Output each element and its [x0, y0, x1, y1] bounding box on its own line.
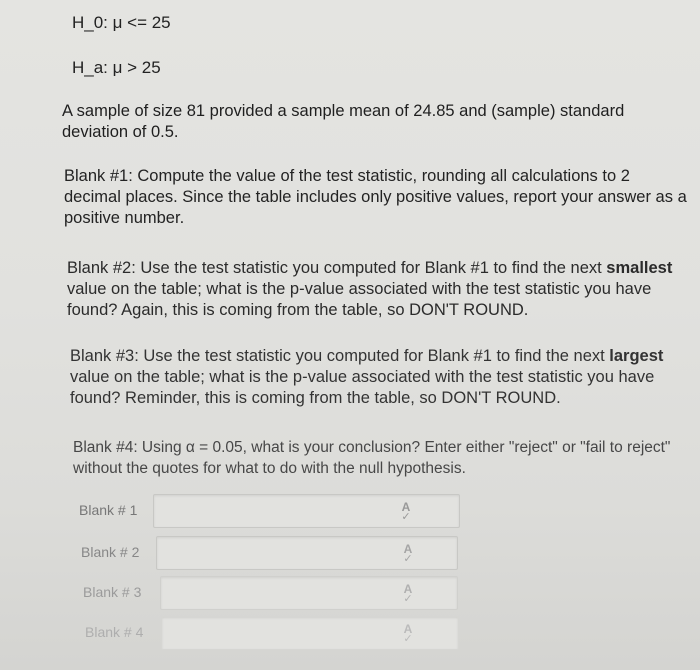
- blank2-emphasis: smallest: [606, 259, 673, 277]
- blank3-instructions: [70, 346, 682, 409]
- blank3-emphasis: largest: [609, 347, 664, 365]
- spellcheck-icon[interactable]: A ✓: [403, 542, 413, 565]
- spellcheck-icon[interactable]: A ✓: [403, 622, 413, 645]
- blank3-text-after: value on the table; what is the p-value associated with the test statistic you have found? Reminder, this is coming from the table, so DON'T ROUND.: [70, 368, 655, 407]
- blank-4-label: Blank # 4: [85, 624, 144, 640]
- blank4-instructions: Blank #4: Using α = 0.05, what is your conclusion? Enter either "reject" or "fail to reject" without the quotes for what to do with the null hypothesis.: [73, 439, 671, 477]
- blank1-instructions: Blank #1: Compute the value of the test statistic, rounding all calculations to 2 decimal places. Since the table includes only positive values, report your answer as a positive number.: [64, 167, 687, 227]
- sample-description: A sample of size 81 provided a sample mean of 24.85 and (sample) standard deviation of 0.5.: [62, 102, 625, 141]
- alternative-hypothesis: H_a: μ > 25: [72, 58, 161, 77]
- blank2-text-before: Blank #2: Use the test statistic you computed for Blank #1 to find the next: [67, 259, 607, 277]
- blank2-text-after: value on the table; what is the p-value associated with the test statistic you have found? Again, this is coming from the table, so DON'T ROUND.: [67, 280, 652, 319]
- blank3-text-before: Blank #3: Use the test statistic you computed for Blank #1 to find the next: [70, 347, 610, 365]
- blank-3-label: Blank # 3: [83, 584, 142, 600]
- blank-1-label: Blank # 1: [79, 502, 138, 518]
- spellcheck-icon[interactable]: A ✓: [401, 500, 411, 523]
- null-hypothesis: H_0: μ <= 25: [72, 13, 171, 32]
- blank2-instructions: [67, 258, 687, 321]
- blank-2-label: Blank # 2: [81, 544, 140, 560]
- spellcheck-icon[interactable]: A ✓: [403, 582, 413, 605]
